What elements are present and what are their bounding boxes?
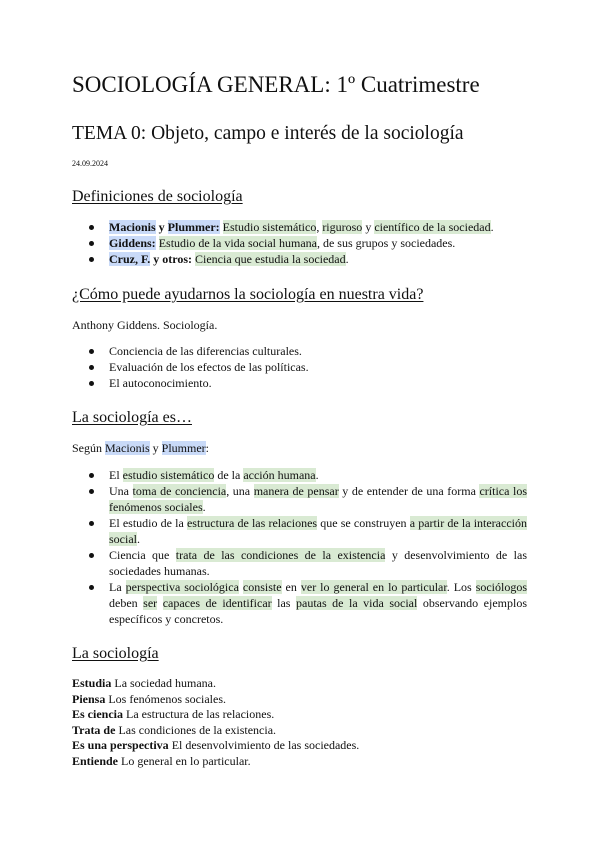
plain-text: , de sus grupos y sociedades. [316, 236, 456, 250]
definition-term: Trata de [72, 722, 116, 737]
definition-text: La sociedad humana. [111, 676, 216, 690]
plain-text: El [109, 468, 123, 482]
section-heading-definiciones: Definiciones de sociología [72, 188, 243, 205]
sociology-is-list [72, 467, 527, 627]
bullet-icon [89, 225, 94, 230]
topic-subtitle: TEMA 0: Objeto, campo e interés de la sociología [72, 123, 464, 144]
list-item [72, 359, 527, 375]
author-name: Plummer [161, 441, 206, 455]
author-name: Giddens: [109, 236, 156, 250]
definitions-list [72, 219, 527, 267]
definition-row [72, 676, 359, 692]
definition-row [72, 707, 359, 723]
list-item [72, 235, 527, 251]
plain-text: . [490, 220, 494, 234]
plain-text: , una [226, 484, 254, 498]
bullet-icon [89, 257, 94, 262]
highlighted-text: consiste [242, 580, 282, 594]
highlighted-text: estructura de las relaciones [186, 516, 318, 530]
list-item [72, 547, 527, 579]
date-label: 24.09.2024 [72, 159, 108, 168]
benefits-list [72, 343, 527, 391]
list-item [72, 343, 527, 359]
highlighted-text: pautas de la vida social [296, 596, 418, 610]
definition-text: Lo general en lo particular. [118, 753, 251, 768]
plain-text: observando ejemplos específicos y concretos. [109, 596, 528, 626]
plain-text: . [345, 252, 349, 266]
definition-term: Es ciencia [72, 707, 123, 721]
highlighted-text: Estudio de la vida social humana [158, 236, 317, 250]
definition-term: Es una perspectiva [72, 738, 169, 752]
bullet-icon [89, 585, 94, 590]
highlighted-text: perspectiva sociológica [125, 580, 239, 594]
highlighted-text: sociólogos [475, 580, 528, 594]
highlighted-text: manera de pensar [253, 484, 339, 498]
bullet-icon [89, 349, 94, 354]
highlighted-text: ver lo general en lo particular [300, 580, 447, 594]
highlighted-text: acción humana [243, 468, 316, 482]
list-item [72, 375, 527, 391]
highlighted-text: ser [143, 596, 158, 610]
highlighted-text: Estudio sistemático [222, 220, 317, 234]
document-title: SOCIOLOGÍA GENERAL: 1º Cuatrimestre [72, 72, 480, 97]
author-suffix: y otros: [150, 252, 193, 266]
section-heading-como-ayudarnos: ¿Cómo puede ayudarnos la sociología en nuestra vida? [72, 286, 424, 303]
bullet-icon [89, 553, 94, 558]
highlighted-text: trata de las condiciones de la existencia [175, 548, 386, 562]
definition-text: La estructura de las relaciones. [123, 707, 275, 721]
bullet-icon [89, 473, 94, 478]
section-heading-la-sociologia: La sociología [72, 645, 159, 662]
definition-term: Entiende [72, 753, 119, 768]
highlighted-text: crítica los fenómenos sociales [109, 484, 528, 514]
source-reference [72, 441, 209, 456]
author-name: Macionis [105, 441, 150, 455]
list-item [72, 483, 527, 515]
highlighted-text: a partir de la interacción social [109, 516, 527, 546]
bullet-icon [89, 489, 94, 494]
plain-text [157, 596, 163, 610]
plain-text: deben [109, 596, 144, 610]
source-reference: Anthony Giddens. Sociología. [72, 318, 218, 332]
definition-term: Piensa [72, 691, 106, 706]
list-item-text: Evaluación de los efectos de las políticas. [109, 360, 309, 374]
plain-text: . [315, 468, 319, 482]
plain-text: El estudio de la [109, 516, 187, 530]
highlighted-text: toma de conciencia [132, 484, 227, 498]
definition-row [72, 692, 359, 708]
plain-text: Ciencia que [109, 548, 176, 562]
plain-text: , [316, 220, 323, 234]
plain-text: Una [109, 484, 133, 498]
plain-text: que se construyen [317, 516, 410, 530]
plain-text: y desenvolvimiento de las sociedades humanas. [109, 548, 527, 578]
plain-text: . Los [446, 580, 476, 594]
plain-text: y de entender de una forma [338, 484, 480, 498]
bullet-icon [89, 241, 94, 246]
definition-text: Las condiciones de la existencia. [115, 722, 277, 737]
list-item-text: Conciencia de las diferencias culturales. [109, 344, 302, 358]
plain-text: . [202, 500, 206, 514]
author-name: Cruz, F. [109, 252, 151, 266]
list-item-text: El autoconocimiento. [109, 376, 212, 390]
bullet-icon [89, 521, 94, 526]
list-item [72, 251, 527, 267]
definition-row [72, 754, 359, 770]
list-item [72, 219, 527, 235]
highlighted-text: científico de la sociedad [374, 220, 491, 234]
definition-row [72, 738, 359, 754]
list-item [72, 579, 527, 627]
bullet-icon [89, 365, 94, 370]
definition-row [72, 723, 359, 739]
plain-text: en [281, 580, 301, 594]
author-name: Plummer: [167, 220, 220, 234]
highlighted-text: Ciencia que estudia la sociedad [195, 252, 346, 266]
plain-text: de la [214, 468, 244, 482]
plain-text: Según [72, 441, 105, 455]
highlighted-text: riguroso [322, 220, 363, 234]
bullet-icon [89, 381, 94, 386]
definition-text: El desenvolvimiento de las sociedades. [168, 738, 360, 752]
plain-text: : [205, 441, 210, 455]
definition-text: Los fenómenos sociales. [105, 691, 226, 706]
plain-text: . [137, 532, 140, 546]
author-name: Macionis [109, 220, 156, 234]
plain-text: las [271, 596, 296, 610]
list-item [72, 467, 527, 483]
list-item [72, 515, 527, 547]
definition-term: Estudia [72, 676, 112, 690]
highlighted-text: capaces de identificar [162, 596, 272, 610]
section-heading-la-sociologia-es: La sociología es… [72, 409, 192, 426]
connector-text: y [155, 220, 168, 234]
plain-text: La [109, 580, 126, 594]
summary-definitions [72, 676, 359, 769]
plain-text: y [149, 441, 162, 455]
highlighted-text: estudio sistemático [122, 468, 215, 482]
plain-text: y [362, 220, 375, 234]
